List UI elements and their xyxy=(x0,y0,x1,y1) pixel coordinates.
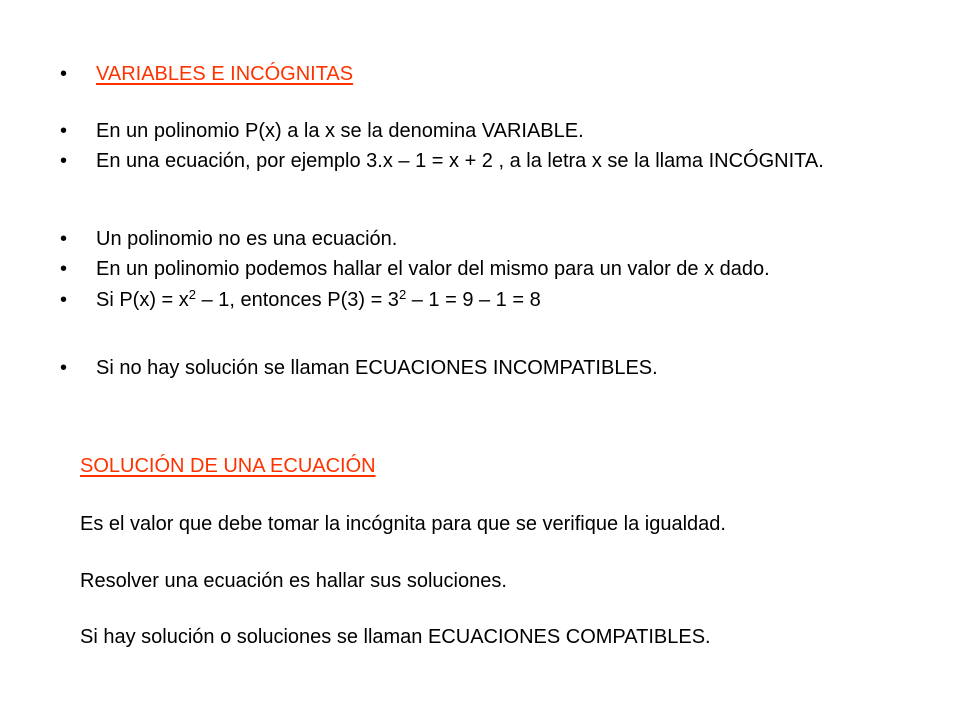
bullet-text: En un polinomio P(x) a la x se la denomina VARIABLE. xyxy=(96,120,584,142)
bullet-icon: • xyxy=(60,150,68,172)
paragraph: Es el valor que debe tomar la incógnita para que se verifique la igualdad. xyxy=(80,513,726,535)
bullet-item xyxy=(60,120,920,142)
exponent: 2 xyxy=(398,287,407,302)
section-heading-variables: VARIABLES E INCÓGNITAS xyxy=(96,63,354,85)
bullet-item-title xyxy=(60,63,920,85)
bullet-text-formula xyxy=(96,289,920,311)
formula-part: Si P(x) = x xyxy=(96,289,189,311)
bullet-item xyxy=(60,289,920,311)
bullet-icon: • xyxy=(60,357,68,379)
bullet-text: Un polinomio no es una ecuación. xyxy=(96,228,398,250)
bullet-item xyxy=(60,228,920,250)
bullet-item xyxy=(60,150,920,172)
bullet-icon: • xyxy=(60,120,68,142)
bullet-text: En una ecuación, por ejemplo 3.x – 1 = x + 2 , a la letra x se la llama INCÓGNITA. xyxy=(96,150,824,172)
bullet-text: En un polinomio podemos hallar el valor del mismo para un valor de x dado. xyxy=(96,258,770,280)
section-heading-solution: SOLUCIÓN DE UNA ECUACIÓN xyxy=(80,455,376,477)
bullet-icon: • xyxy=(60,63,68,85)
paragraph: Resolver una ecuación es hallar sus soluciones. xyxy=(80,570,507,592)
formula-part: – 1 = 9 – 1 = 8 xyxy=(406,289,541,311)
bullet-item xyxy=(60,357,920,379)
bullet-icon: • xyxy=(60,228,68,250)
bullet-icon: • xyxy=(60,258,68,280)
formula-part: – 1, entonces P(3) = 3 xyxy=(196,289,399,311)
bullet-text: Si no hay solución se llaman ECUACIONES INCOMPATIBLES. xyxy=(96,357,658,379)
paragraph: Si hay solución o soluciones se llaman ECUACIONES COMPATIBLES. xyxy=(80,626,711,648)
bullet-icon: • xyxy=(60,289,68,311)
bullet-item xyxy=(60,258,920,280)
exponent: 2 xyxy=(188,287,197,302)
